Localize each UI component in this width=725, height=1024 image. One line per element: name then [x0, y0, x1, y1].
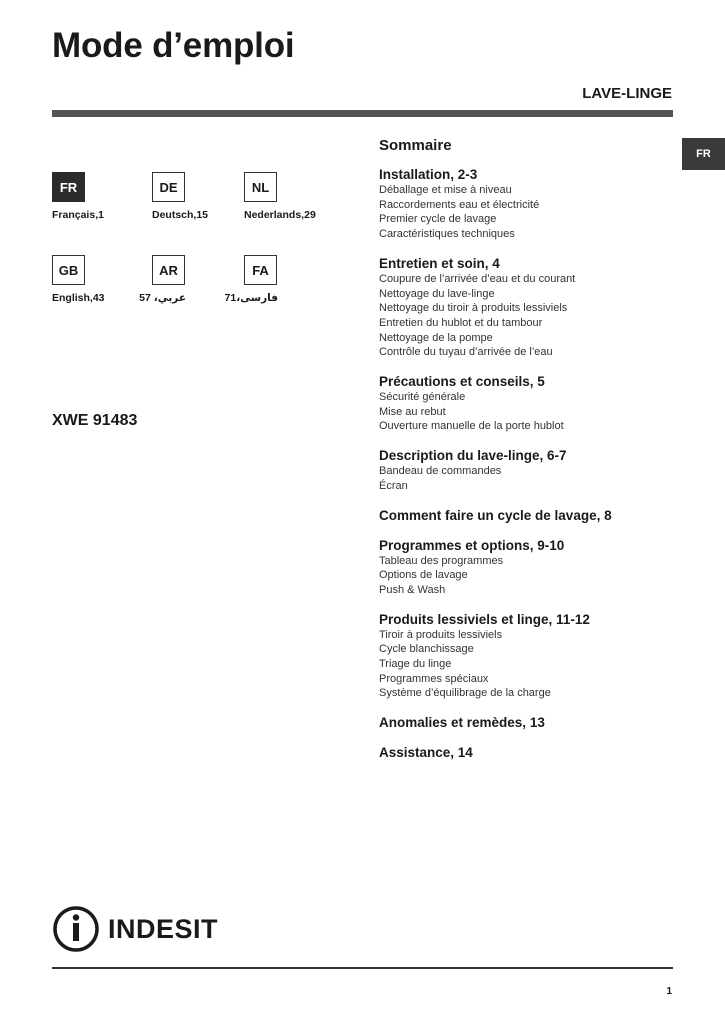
- toc-item[interactable]: Triage du linge: [379, 658, 452, 671]
- toc-item[interactable]: Nettoyage du tiroir à produits lessiviels: [379, 302, 568, 315]
- toc-item[interactable]: Mise au rebut: [379, 405, 446, 418]
- toc-item[interactable]: Raccordements eau et électricité: [379, 198, 540, 211]
- language-code: FR: [52, 172, 85, 202]
- language-item-gb[interactable]: [52, 255, 152, 304]
- toc-section-title[interactable]: Description du lave-linge, 6-7: [379, 448, 567, 464]
- toc-sections: [379, 166, 679, 761]
- language-item-nl[interactable]: [244, 172, 344, 221]
- toc-section-title[interactable]: Installation, 2-3: [379, 167, 478, 182]
- toc-section-title[interactable]: Comment faire un cycle de lavage, 8: [379, 507, 612, 523]
- language-label: Deutsch,15: [152, 209, 209, 221]
- toc-item[interactable]: Déballage et mise à niveau: [379, 184, 512, 196]
- toc-item[interactable]: Premier cycle de lavage: [379, 213, 497, 226]
- page-number: 1: [666, 986, 672, 997]
- toc-section: [379, 537, 679, 598]
- toc-item[interactable]: Nettoyage du lave-linge: [379, 287, 495, 300]
- page-title: Mode d’emploi: [52, 26, 295, 65]
- toc-section: [379, 744, 679, 761]
- toc-item[interactable]: Entretien du hublot et du tambour: [379, 316, 543, 329]
- toc-item[interactable]: Écran: [379, 479, 408, 492]
- toc-item[interactable]: Sécurité générale: [379, 391, 466, 404]
- toc-item[interactable]: Caractéristiques techniques: [379, 228, 515, 241]
- language-label: Nederlands,29: [244, 209, 316, 221]
- toc-section-title[interactable]: Entretien et soin, 4: [379, 255, 500, 271]
- toc-item[interactable]: Options de lavage: [379, 569, 468, 582]
- language-code: NL: [244, 172, 277, 202]
- toc-section-title[interactable]: Anomalies et remèdes, 13: [379, 715, 545, 731]
- toc-item[interactable]: Programmes spéciaux: [379, 672, 489, 685]
- language-code: GB: [52, 255, 85, 285]
- toc-section-title[interactable]: Produits lessiviels et linge, 11-12: [379, 611, 590, 627]
- brand-name: INDESIT: [108, 913, 219, 944]
- toc-section: [379, 447, 679, 493]
- toc-section-title[interactable]: Programmes et options, 9-10: [379, 537, 565, 553]
- language-label: فارسی،71: [224, 292, 278, 304]
- document-subtitle: LAVE-LINGE: [582, 85, 672, 102]
- language-item-fr[interactable]: [52, 172, 152, 221]
- toc-section-title[interactable]: Précautions et conseils, 5: [379, 374, 545, 390]
- model-number: XWE 91483: [52, 412, 138, 429]
- toc-heading: Sommaire: [379, 137, 452, 154]
- toc-item[interactable]: Contrôle du tuyau d’arrivée de l’eau: [379, 346, 553, 359]
- toc-section: [379, 507, 679, 524]
- language-item-fa[interactable]: [224, 255, 344, 304]
- language-item-de[interactable]: [152, 172, 252, 221]
- toc-section-title[interactable]: Assistance, 14: [379, 745, 473, 761]
- toc-item[interactable]: Coupure de l’arrivée d’eau et du courant: [379, 272, 576, 285]
- language-side-tab: FR: [682, 138, 725, 170]
- toc-section: [379, 166, 679, 242]
- toc-section: [379, 611, 679, 702]
- toc-item[interactable]: Push & Wash: [379, 583, 446, 596]
- toc-section: [379, 373, 679, 434]
- toc-item[interactable]: Tableau des programmes: [379, 554, 504, 567]
- toc-item[interactable]: Cycle blanchissage: [379, 643, 474, 656]
- language-label: English,43: [52, 292, 105, 304]
- toc-item[interactable]: Système d’équilibrage de la charge: [379, 687, 551, 700]
- language-code: AR: [152, 255, 185, 285]
- language-code: DE: [152, 172, 185, 202]
- toc-item[interactable]: Ouverture manuelle de la porte hublot: [379, 420, 564, 433]
- footer-divider: [52, 967, 673, 969]
- language-code: FA: [244, 255, 277, 285]
- toc-section: [379, 714, 679, 731]
- toc-item[interactable]: Nettoyage de la pompe: [379, 331, 493, 344]
- table-of-contents: [379, 137, 679, 774]
- language-label: Français,1: [52, 209, 104, 221]
- brand-logo: [52, 905, 218, 953]
- toc-item[interactable]: Bandeau de commandes: [379, 465, 502, 478]
- toc-item[interactable]: Tiroir à produits lessiviels: [379, 628, 503, 641]
- toc-section: [379, 255, 679, 360]
- header-divider: [52, 110, 673, 117]
- indesit-logo-icon: [52, 905, 100, 953]
- language-label: عربي، 57: [139, 292, 186, 304]
